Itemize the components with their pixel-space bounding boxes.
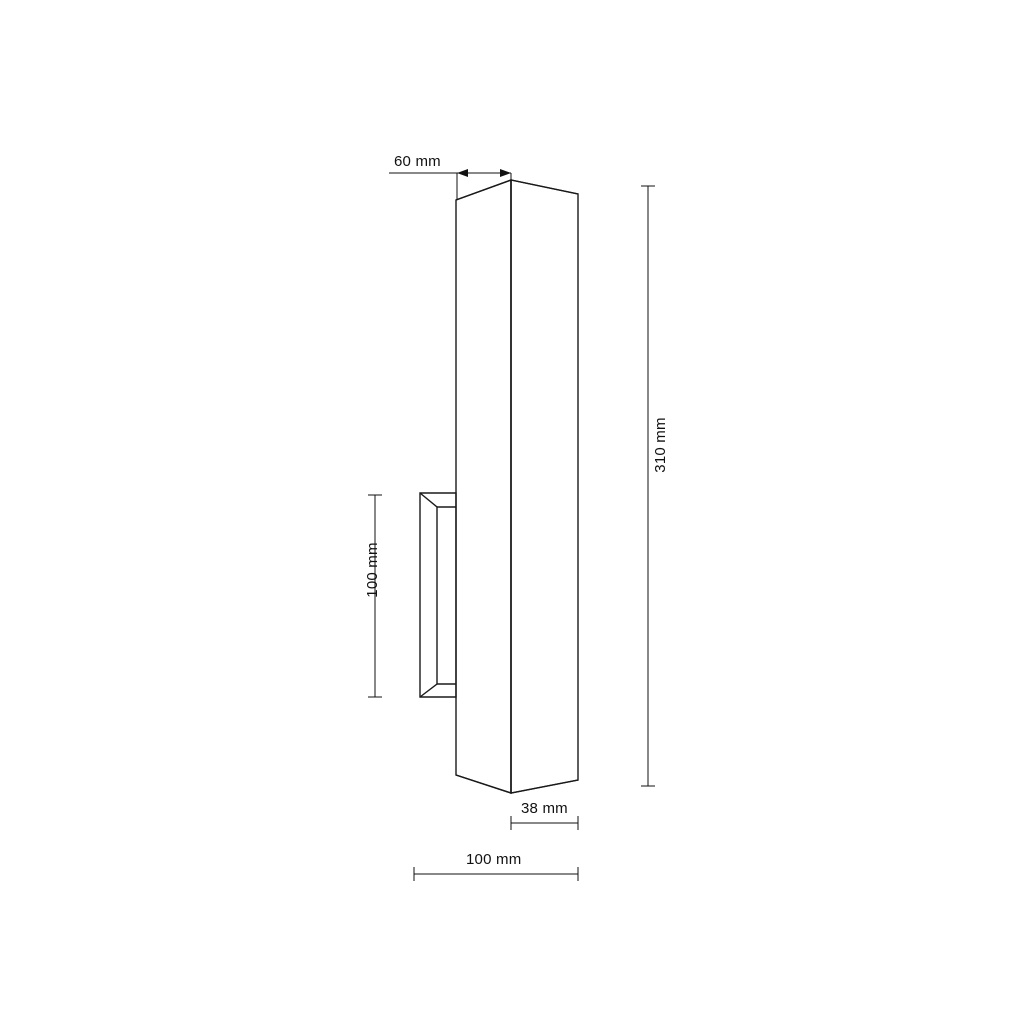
lamp-bottom-edge [456,775,578,793]
lamp-side-face [456,180,511,793]
wall-bracket-inner-edge [420,493,437,697]
dimension-label-310mm: 310 mm [652,417,669,473]
lamp-top-edge [456,180,578,200]
dimension-line-100mm-width [414,867,578,881]
lamp-front-face [511,180,578,793]
dimension-label-100mm-width: 100 mm [466,851,522,868]
dimension-label-100mm-height: 100 mm [364,542,381,598]
dimension-line-38mm [511,816,578,830]
dimension-line-60mm [389,169,511,200]
dimension-line-310mm [641,186,655,786]
dimension-label-38mm: 38 mm [521,800,568,817]
wall-bracket-outline [420,493,456,697]
dimension-label-60mm: 60 mm [394,153,441,170]
